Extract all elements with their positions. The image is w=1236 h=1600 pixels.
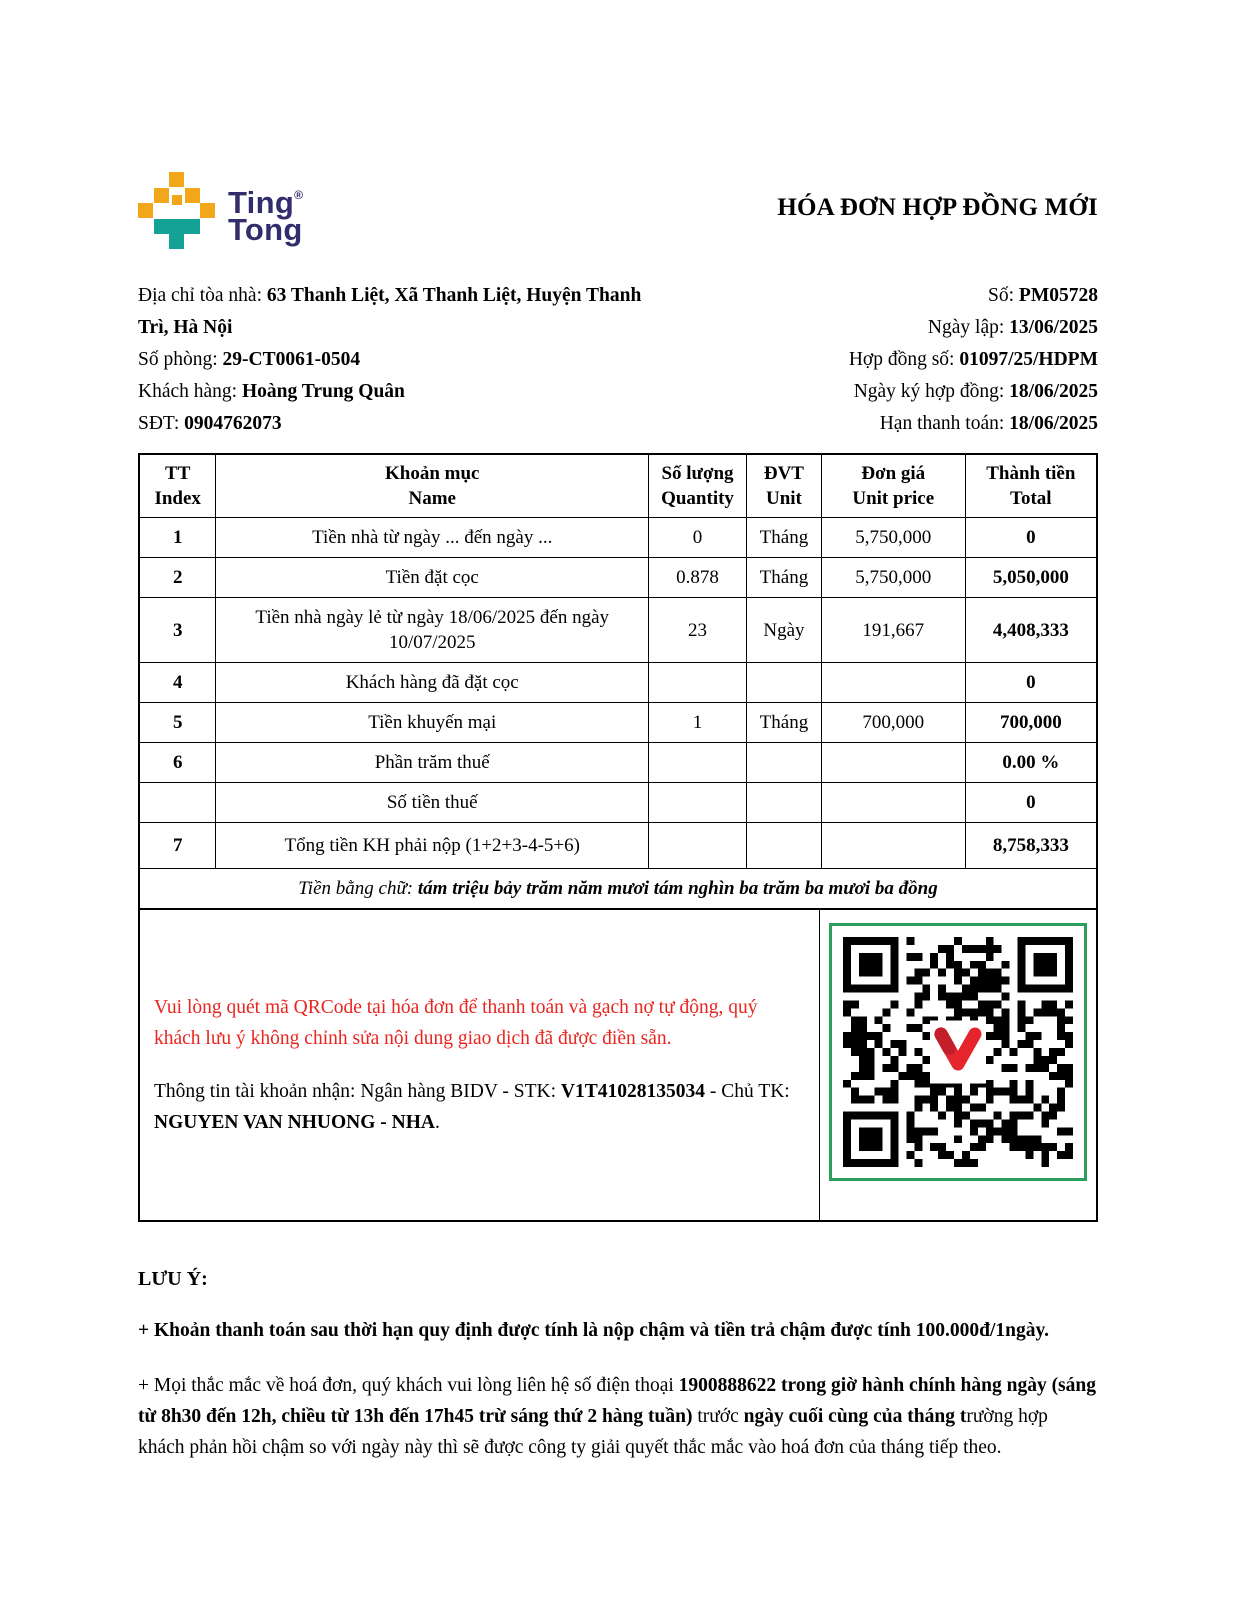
text-segment: 1900888622 trong giờ hành chính hàng ngày (sáng từ 8h30 đến 12h, chiều từ 13h đến 17h45 trừ sáng thứ 2 hàng tuần) [138, 1375, 1096, 1427]
cell-qty [649, 663, 747, 703]
column-header: Đơn giá Unit price [821, 454, 965, 518]
notes-title: LƯU Ý: [138, 1268, 208, 1290]
cell-price: 5,750,000 [821, 518, 965, 558]
cell-tt: 3 [139, 598, 216, 663]
cell-unit [746, 743, 821, 783]
cell-qty [649, 743, 747, 783]
customer-info-line: Địa chỉ tòa nhà: 63 Thanh Liệt, Xã Thanh Liệt, Huyện Thanh Trì, Hà Nội [138, 285, 642, 338]
invoice-meta-line: Ngày ký hợp đồng: 18/06/2025 [853, 381, 1098, 402]
cell-qty: 0 [649, 518, 747, 558]
table-row [139, 823, 1097, 869]
text-segment: NGUYEN VAN NHUONG - NHA [154, 1112, 435, 1133]
logo-square [200, 203, 215, 218]
table-row [139, 598, 1097, 663]
cell-tt: 2 [139, 558, 216, 598]
cell-qty [649, 823, 747, 869]
table-row [139, 558, 1097, 598]
cell-name: Tiền đặt cọc [216, 558, 649, 598]
cell-name: Phần trăm thuế [216, 743, 649, 783]
text-segment: trước [692, 1406, 744, 1427]
table-row [139, 743, 1097, 783]
text-segment: - Chủ TK: [705, 1081, 790, 1102]
bank-account-info [154, 1076, 801, 1138]
column-header: ĐVT Unit [746, 454, 821, 518]
cell-price [821, 783, 965, 823]
table-row [139, 518, 1097, 558]
cell-total: 0.00 % [965, 743, 1097, 783]
customer-info-line: SĐT: 0904762073 [138, 413, 282, 434]
cell-total: 0 [965, 663, 1097, 703]
cell-name: Khách hàng đã đặt cọc [216, 663, 649, 703]
brand-ting: Ting [228, 185, 295, 220]
late-payment-note: + Khoản thanh toán sau thời hạn quy định được tính là nộp chậm và tiền trả chậm được tính 100.000đ/1ngày. [138, 1320, 1050, 1341]
cell-price: 700,000 [821, 703, 965, 743]
column-header: Số lượng Quantity [649, 454, 747, 518]
logo-square [138, 203, 153, 218]
invoice-info [138, 280, 1098, 440]
invoice-meta-line: Hợp đồng số: 01097/25/HDPM [848, 349, 1098, 370]
cell-total: 8,758,333 [965, 823, 1097, 869]
amount-in-words: Tiền bằng chữ: tám triệu bảy trăm năm mươi tám nghìn ba trăm ba mươi ba đồng [139, 869, 1097, 910]
amount-in-words-row [139, 869, 1097, 910]
customer-info [138, 280, 668, 440]
cell-tt: 4 [139, 663, 216, 703]
header [138, 172, 1098, 268]
cell-unit: Tháng [746, 558, 821, 598]
cell-price: 191,667 [821, 598, 965, 663]
cell-qty: 23 [649, 598, 747, 663]
logo-square [169, 172, 184, 187]
notes-section [138, 1268, 1098, 1463]
cell-price: 5,750,000 [821, 558, 965, 598]
text-segment: rường hợp khách phản hồi chậm so với ngày này thì sẽ được công ty giải quyết thắc mắc vào hoá đơn của tháng tiếp theo. [138, 1406, 1048, 1458]
cell-tt: 6 [139, 743, 216, 783]
cell-price [821, 743, 965, 783]
cell-unit: Tháng [746, 703, 821, 743]
cell-name: Tổng tiền KH phải nộp (1+2+3-4-5+6) [216, 823, 649, 869]
brand-tong: Tong [228, 212, 303, 247]
cell-unit: Tháng [746, 518, 821, 558]
payment-qr-code [843, 937, 1073, 1167]
cell-unit [746, 663, 821, 703]
cell-qty [649, 783, 747, 823]
text-segment: + Mọi thắc mắc về hoá đơn, quý khách vui lòng liên hệ số điện thoại [138, 1375, 679, 1396]
hotline-note [138, 1370, 1098, 1463]
qr-cell [820, 910, 1096, 1220]
invoice-meta-line: Số: PM05728 [988, 285, 1098, 306]
column-header: Khoản mục Name [216, 454, 649, 518]
items-table [138, 453, 1098, 910]
cell-price [821, 663, 965, 703]
cell-name: Tiền khuyến mại [216, 703, 649, 743]
text-segment: V1T41028135034 [560, 1081, 706, 1102]
logo-square [154, 188, 169, 203]
cell-tt: 7 [139, 823, 216, 869]
text-segment: Thông tin tài khoản nhận: Ngân hàng BIDV - STK: [154, 1081, 561, 1102]
registered-mark: ® [294, 188, 304, 202]
qr-frame [829, 923, 1087, 1181]
table-row [139, 783, 1097, 823]
cell-qty: 1 [649, 703, 747, 743]
document-title: HÓA ĐƠN HỢP ĐỒNG MỚI [777, 194, 1098, 221]
column-header: Thành tiền Total [965, 454, 1097, 518]
qr-scan-note: Vui lòng quét mã QRCode tại hóa đơn để thanh toán và gạch nợ tự động, quý khách lưu ý không chỉnh sửa nội dung giao dịch đã được điền sẵn. [154, 997, 758, 1049]
cell-total: 0 [965, 518, 1097, 558]
cell-total: 5,050,000 [965, 558, 1097, 598]
cell-price [821, 823, 965, 869]
cell-qty: 0.878 [649, 558, 747, 598]
logo-square [172, 195, 182, 205]
cell-name: Tiền nhà từ ngày ... đến ngày ... [216, 518, 649, 558]
table-header-row [139, 454, 1097, 518]
logo-square [154, 219, 200, 234]
customer-info-line: Số phòng: 29-CT0061-0504 [138, 349, 361, 370]
tingtong-logo-text [228, 182, 304, 247]
logo-square [185, 188, 200, 203]
table-row [139, 703, 1097, 743]
cell-total: 700,000 [965, 703, 1097, 743]
invoice-meta-line: Ngày lập: 13/06/2025 [927, 317, 1098, 338]
payment-instructions [140, 910, 820, 1220]
invoice-meta-line: Hạn thanh toán: 18/06/2025 [879, 413, 1098, 434]
column-header: TT Index [139, 454, 216, 518]
cell-unit: Ngày [746, 598, 821, 663]
cell-name: Số tiền thuế [216, 783, 649, 823]
customer-info-line: Khách hàng: Hoàng Trung Quân [138, 381, 405, 402]
cell-tt [139, 783, 216, 823]
logo-square [169, 234, 184, 249]
invoice-meta [698, 280, 1098, 440]
table-row [139, 663, 1097, 703]
cell-unit [746, 783, 821, 823]
text-segment: . [434, 1112, 440, 1133]
cell-name: Tiền nhà ngày lẻ từ ngày 18/06/2025 đến ngày 10/07/2025 [216, 598, 649, 663]
payment-section [138, 910, 1098, 1222]
cell-total: 0 [965, 783, 1097, 823]
text-segment: ngày cuối cùng của tháng t [743, 1406, 967, 1427]
cell-total: 4,408,333 [965, 598, 1097, 663]
cell-tt: 5 [139, 703, 216, 743]
tingtong-logo-icon [138, 172, 215, 264]
cell-tt: 1 [139, 518, 216, 558]
tingtong-logo [138, 172, 303, 264]
cell-unit [746, 823, 821, 869]
